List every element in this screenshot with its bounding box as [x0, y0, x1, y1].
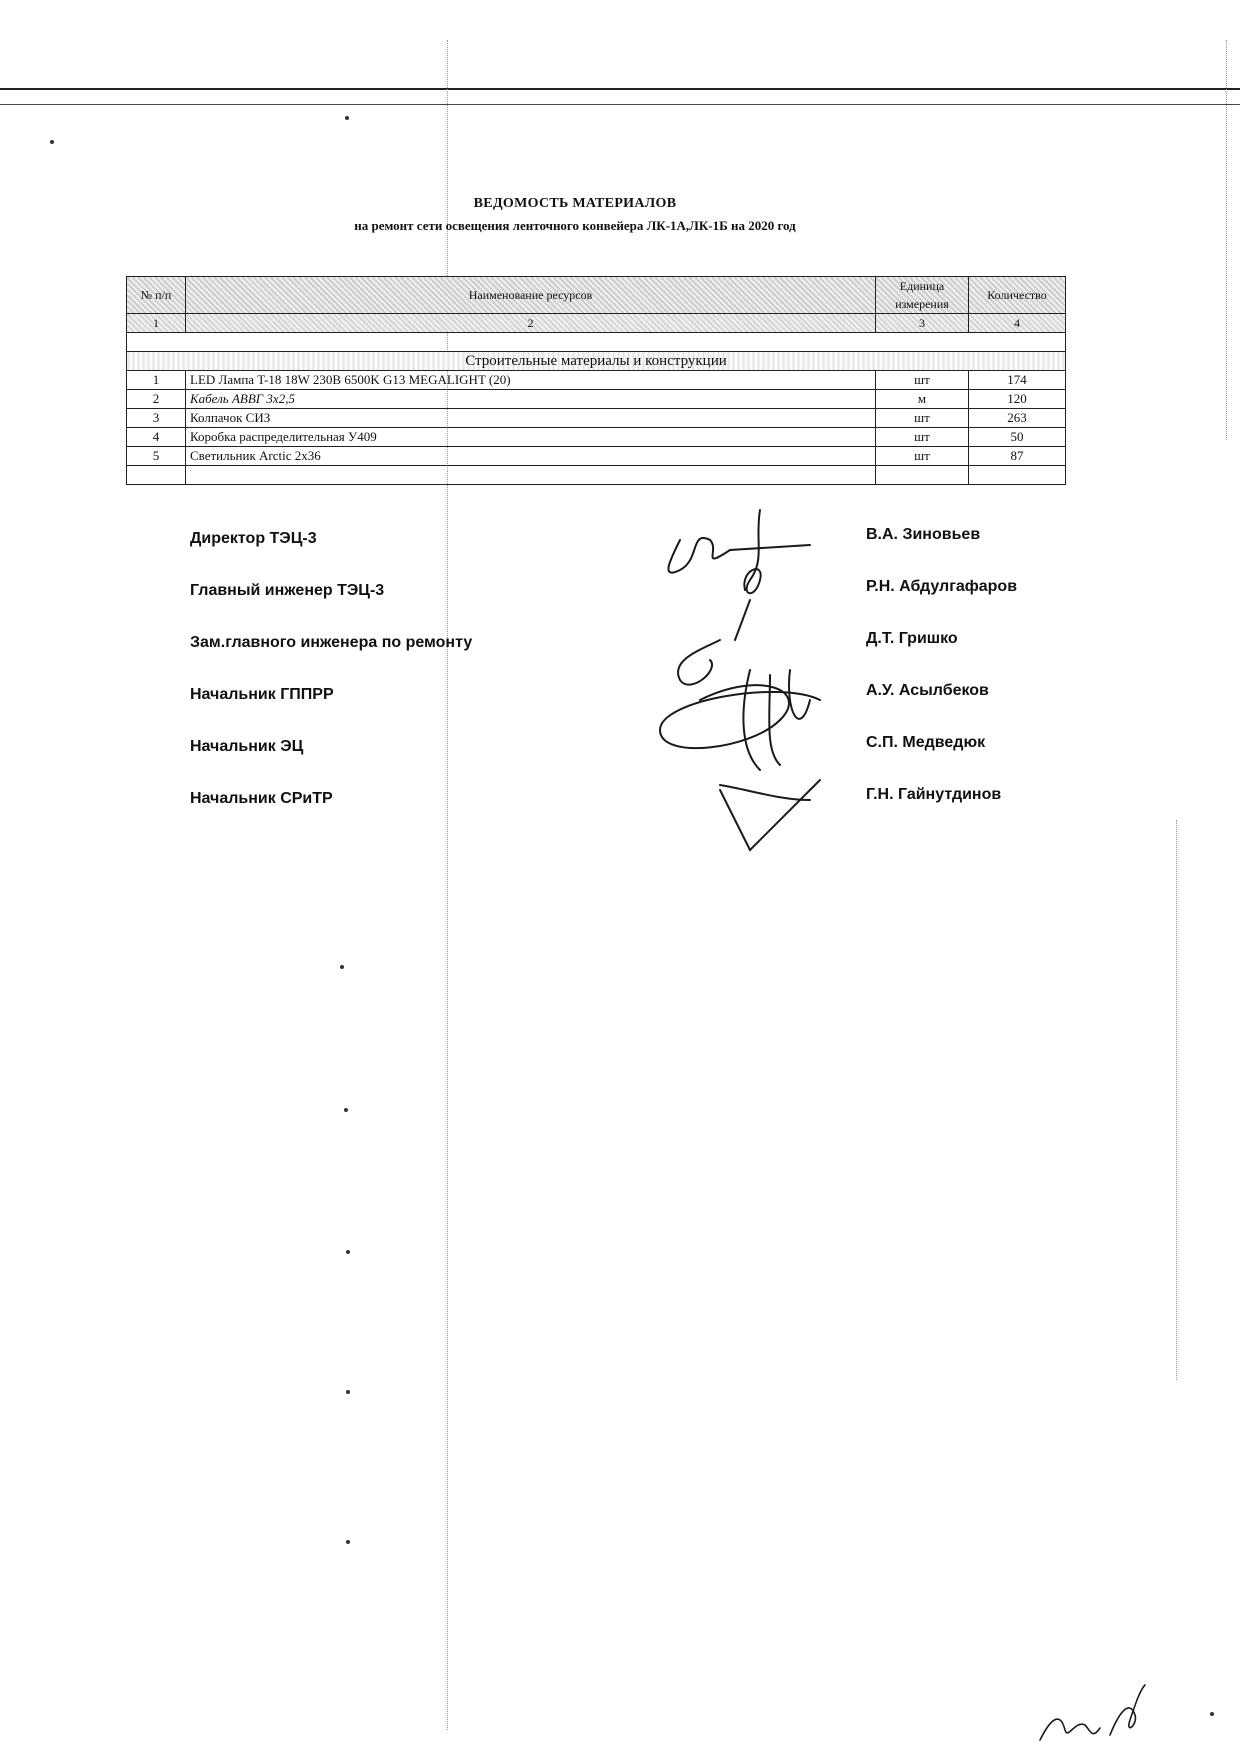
table-row	[127, 428, 1066, 447]
cell-no: 4	[127, 428, 186, 447]
section-row	[127, 352, 1066, 371]
scan-border-line	[0, 104, 1240, 105]
header-qty: Количество	[969, 277, 1066, 314]
col-number: 4	[969, 314, 1066, 333]
scan-edge-line	[1176, 820, 1177, 1380]
signature-name: Г.Н. Гайнутдинов	[866, 786, 1002, 803]
signature-position: Начальник ГППРР	[190, 686, 334, 703]
signature-name: Д.Т. Гришко	[866, 630, 958, 647]
cell-qty: 174	[969, 371, 1066, 390]
section-title: Строительные материалы и конструкции	[127, 352, 1066, 371]
cell-qty: 263	[969, 409, 1066, 428]
column-number-row	[127, 314, 1066, 333]
signature-row	[190, 734, 1090, 790]
cell-name: Коробка распределительная У409	[186, 428, 876, 447]
signature-name: С.П. Медведюк	[866, 734, 986, 751]
scan-speck	[50, 140, 54, 144]
materials-table	[126, 276, 1066, 485]
signature-position: Начальник СРиТР	[190, 790, 333, 807]
cell-no: 3	[127, 409, 186, 428]
scan-speck	[1210, 1712, 1214, 1716]
signature-row	[190, 578, 1090, 634]
cell-qty: 120	[969, 390, 1066, 409]
document-title: ВЕДОМОСТЬ МАТЕРИАЛОВ	[473, 196, 677, 211]
cell-unit: шт	[876, 371, 969, 390]
signature-row	[190, 526, 1090, 582]
col-number: 3	[876, 314, 969, 333]
document-subtitle: на ремонт сети освещения ленточного конвейера ЛК-1А,ЛК-1Б на 2020 год	[354, 218, 796, 233]
table-header-row	[127, 277, 1066, 314]
scan-speck	[344, 1108, 348, 1112]
table-row	[127, 390, 1066, 409]
cell-unit: шт	[876, 409, 969, 428]
signature-position: Начальник ЭЦ	[190, 738, 304, 755]
signature-name: Р.Н. Абдулгафаров	[866, 578, 1018, 595]
table-row	[127, 409, 1066, 428]
initials-signature	[1030, 1680, 1180, 1750]
blank-row	[127, 333, 1066, 352]
scan-speck	[346, 1390, 350, 1394]
cell-no: 5	[127, 447, 186, 466]
cell-name: Светильник Arctic 2х36	[186, 447, 876, 466]
signature-row	[190, 682, 1090, 738]
col-number: 2	[186, 314, 876, 333]
cell-name: Колпачок СИЗ	[186, 409, 876, 428]
signature-position: Главный инженер ТЭЦ-3	[190, 582, 385, 599]
signature-name: А.У. Асылбеков	[866, 682, 989, 699]
cell-name: LED Лампа T-18 18W 230В 6500K G13 MEGALIGHT (20)	[186, 371, 876, 390]
cell-qty: 50	[969, 428, 1066, 447]
cell-no: 1	[127, 371, 186, 390]
signature-position: Зам.главного инженера по ремонту	[190, 634, 473, 651]
cell-qty: 87	[969, 447, 1066, 466]
cell-name: Кабель АВВГ 3х2,5	[186, 390, 876, 409]
signature-row	[190, 630, 1090, 686]
signature-row	[190, 786, 1090, 842]
col-number: 1	[127, 314, 186, 333]
cell-unit: шт	[876, 447, 969, 466]
signature-name: В.А. Зиновьев	[866, 526, 981, 543]
header-unit: Единица измерения	[876, 277, 969, 314]
scan-speck	[345, 116, 349, 120]
scan-edge-line	[1226, 40, 1227, 440]
blank-row	[127, 466, 1066, 485]
table-row	[127, 447, 1066, 466]
cell-no: 2	[127, 390, 186, 409]
scan-border-line	[0, 88, 1240, 90]
cell-unit: м	[876, 390, 969, 409]
cell-unit: шт	[876, 428, 969, 447]
scan-speck	[346, 1540, 350, 1544]
signatures-block	[190, 526, 1090, 842]
scan-speck	[340, 965, 344, 969]
scan-speck	[346, 1250, 350, 1254]
table-row	[127, 371, 1066, 390]
header-no: № п/п	[127, 277, 186, 314]
header-name: Наименование ресурсов	[186, 277, 876, 314]
signature-position: Директор ТЭЦ-3	[190, 530, 317, 547]
